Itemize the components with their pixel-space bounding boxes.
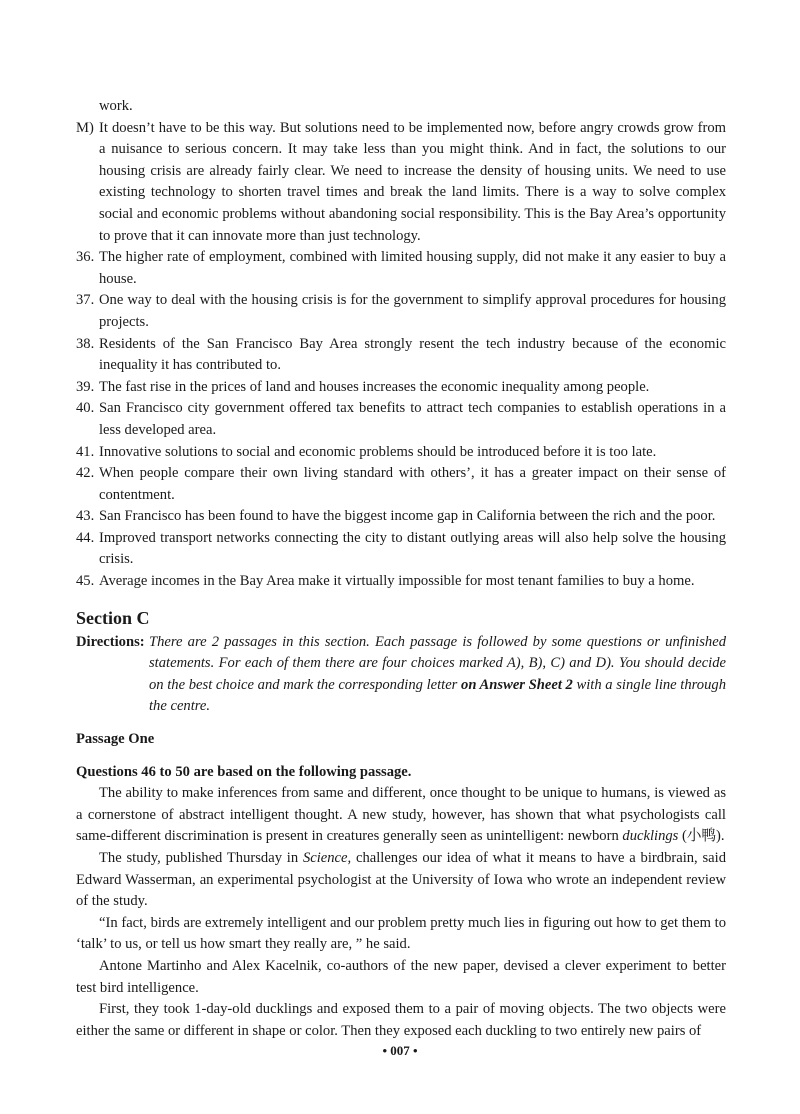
statement-text: San Francisco has been found to have the biggest income gap in California between the rich and the poor.	[99, 508, 716, 525]
directions	[76, 632, 726, 718]
passage-paragraph: First, they took 1-day-old ducklings and exposed them to a pair of moving objects. The two objects were either the same or different in shape or color. Then they exposed each duckling to two entirely new pairs of	[76, 1001, 726, 1039]
directions-text-2: with a single line through the centre.	[149, 676, 726, 715]
statement-number: 37.	[76, 292, 95, 309]
statement-text: San Francisco city government offered tax benefits to attract tech companies to establish operations in a less developed area.	[99, 400, 726, 438]
statement-number: 41.	[76, 443, 95, 460]
statement-text: Residents of the San Francisco Bay Area strongly resent the tech industry because of the economic inequality it has contributed to.	[99, 335, 726, 374]
statement-item	[76, 334, 726, 377]
page-content	[76, 96, 726, 1042]
p2-italic: Science,	[302, 850, 352, 866]
statement-text: When people compare their own living standard with others’, it has a greater impact on their sense of contentment.	[99, 465, 726, 503]
statement-item	[76, 528, 726, 571]
statement-text: Average incomes in the Bay Area make it virtually impossible for most tenant families to buy a home.	[99, 573, 695, 590]
paragraph-text: It doesn’t have to be this way. But solutions need to be implemented now, before angry crowds grow from a nuisance to serious concern. It may take less than you might think. And in fact, the solutions to our housing crisis are already fairly clear. We need to increase the density of housing units. We need to use existing technology to shorten travel times and break the land limits. There is a way to solve complex social and economic problems without abandoning social responsibility. This is the Bay Area’s opportunity to prove that it can innovate more than just technology.	[99, 119, 726, 244]
p2-text-a: The study, published Thursday in	[99, 850, 303, 866]
continuation-text: work.	[99, 98, 133, 114]
statement-number: 36.	[76, 249, 95, 266]
page-number: • 007 •	[382, 1043, 418, 1058]
statement-text: The fast rise in the prices of land and houses increases the economic inequality among people.	[99, 378, 650, 395]
section-title: Section C	[76, 607, 150, 628]
statement-text: Innovative solutions to social and economic problems should be introduced before it is too late.	[99, 443, 657, 460]
statement-item	[76, 571, 726, 593]
statement-number: 40.	[76, 400, 95, 417]
statement-list	[76, 247, 726, 593]
directions-bold: on Answer Sheet 2	[461, 676, 573, 693]
statement-text: One way to deal with the housing crisis is for the government to simplify approval procedures for housing projects.	[99, 292, 726, 330]
p2-text-b: challenges our idea of what it means to have a birdbrain, said Edward Wasserman, an experimental psychologist at the University of Iowa who wrote an independent review of the study.	[76, 850, 726, 910]
statement-text: Improved transport networks connecting the city to distant outlying areas will also help solve the housing crisis.	[99, 529, 726, 568]
statement-number: 42.	[76, 465, 95, 482]
p1-text-a: The ability to make inferences from same and different, once thought to be unique to humans, is viewed as a cornerstone of abstract intelligent thought. A new study, however, has shown that what psychologists call same-different discrimination is present in creatures generally seen as unintelligent: newborn	[76, 785, 726, 845]
statement-text: The higher rate of employment, combined with limited housing supply, did not make it any easier to buy a house.	[99, 249, 726, 287]
passage-title: Passage One	[76, 731, 155, 748]
statement-number: 44.	[76, 529, 95, 546]
paragraph-label: M)	[76, 119, 94, 136]
directions-label: Directions:	[76, 633, 145, 650]
statement-number: 38.	[76, 335, 95, 352]
statement-number: 45.	[76, 573, 95, 590]
statement-item	[76, 506, 726, 528]
statement-item	[76, 247, 726, 290]
directions-text-1: There are 2 passages in this section. Each passage is followed by some questions or unfinished statements. For each of them there are four choices marked A), B), C) and D). You should decide on the best choice and mark the corresponding letter	[149, 633, 726, 693]
questions-heading: Questions 46 to 50 are based on the following passage.	[76, 763, 412, 780]
statement-number: 39.	[76, 378, 95, 395]
passage-paragraph: Antone Martinho and Alex Kacelnik, co-authors of the new paper, devised a clever experiment to better test bird intelligence.	[76, 957, 726, 996]
statement-item	[76, 290, 726, 333]
statement-item	[76, 463, 726, 506]
passage-paragraph	[76, 783, 726, 848]
p1-italic: ducklings	[622, 828, 679, 845]
statement-item	[76, 442, 726, 464]
statement-number: 43.	[76, 508, 95, 525]
statement-item	[76, 377, 726, 399]
passage-paragraph: “In fact, birds are extremely intelligent and our problem pretty much lies in figuring out how to get them to ‘talk’ to us, or tell us how smart they really are, ” he said.	[76, 914, 726, 953]
paragraph-m	[76, 118, 726, 248]
statement-item	[76, 398, 726, 441]
p1-text-b: (小鸭).	[678, 828, 725, 845]
passage-paragraph	[76, 848, 726, 913]
